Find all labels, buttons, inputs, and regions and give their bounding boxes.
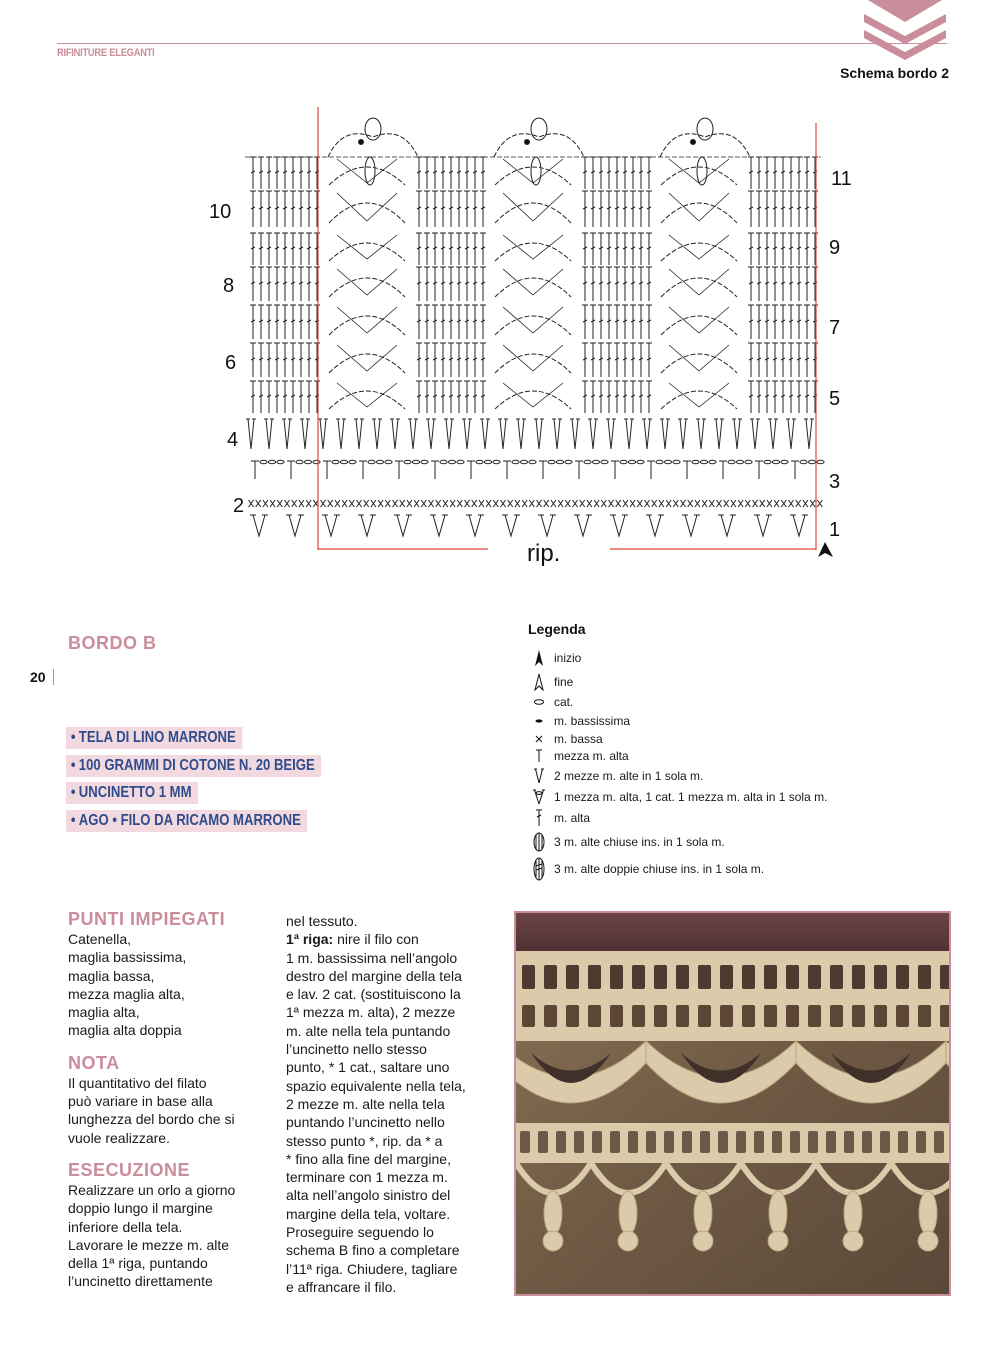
legend-item: 3 m. alte chiuse ins. in 1 sola m. bbox=[528, 832, 725, 852]
instruction-line: nel tessuto. bbox=[286, 913, 358, 929]
nota-line: lunghezza del bordo che si bbox=[68, 1111, 235, 1128]
instruction-line: alta nell’angolo sinistro del bbox=[286, 1187, 451, 1204]
row-number: 2 bbox=[233, 495, 245, 517]
nota-line: vuole realizzare. bbox=[68, 1129, 170, 1146]
instruction-line: destro del margine della tela bbox=[286, 967, 462, 984]
instruction-line: stesso punto *, rip. da * a bbox=[286, 1132, 443, 1149]
materials-list bbox=[66, 727, 377, 838]
cluster-3dc-icon bbox=[531, 831, 547, 853]
instruction-line: punto, * 1 cat., saltare uno bbox=[286, 1059, 450, 1076]
punti-line: maglia alta doppia bbox=[68, 1022, 182, 1039]
esecuzione-line: Realizzare un orlo a giorno bbox=[68, 1181, 236, 1198]
legend-item: cat. bbox=[528, 692, 573, 712]
instruction-line: l’11ª riga. Chiudere, tagliare bbox=[286, 1260, 458, 1277]
end-arrow-icon bbox=[532, 673, 546, 691]
instruction-line: Proseguire seguendo lo bbox=[286, 1224, 434, 1241]
row-number: 1 bbox=[829, 519, 841, 541]
instruction-line: 1ª mezza m. alta), 2 mezze bbox=[286, 1004, 456, 1021]
page-number-divider bbox=[53, 669, 54, 685]
header-divider bbox=[57, 43, 947, 44]
legend-item: inizio bbox=[528, 648, 581, 668]
start-marker-icon bbox=[818, 542, 833, 557]
row-number: 11 bbox=[831, 168, 852, 190]
legend-item: fine bbox=[528, 672, 573, 692]
nota-line: può variare in base alla bbox=[68, 1093, 213, 1110]
instruction-line: * fino alla fine del margine, bbox=[286, 1150, 451, 1167]
material-item: • TELA DI LINO MARRONE bbox=[66, 727, 242, 749]
legend-item: 3 m. alte doppie chiuse ins. in 1 sola m. bbox=[528, 859, 764, 879]
row-number: 4 bbox=[227, 429, 239, 451]
esecuzione-line: della 1ª riga, puntando bbox=[68, 1255, 208, 1272]
legend-item: m. bassa bbox=[528, 729, 603, 749]
double-crochet-icon bbox=[532, 808, 546, 828]
esecuzione-line: inferiore della tela. bbox=[68, 1218, 183, 1235]
instruction-line: m. alte nella tela puntando bbox=[286, 1022, 451, 1039]
bordo-title: BORDO B bbox=[68, 633, 157, 653]
two-half-double-icon bbox=[531, 767, 547, 785]
legend-item: mezza m. alta bbox=[528, 746, 629, 766]
instruction-line: e lav. 2 cat. (sostituiscono la bbox=[286, 986, 461, 1003]
material-item: • UNCINETTO 1 MM bbox=[66, 782, 198, 804]
single-crochet-icon bbox=[532, 733, 546, 745]
instruction-line: puntando l’uncinetto nello bbox=[286, 1114, 445, 1131]
instruction-line: schema B fino a completare bbox=[286, 1242, 460, 1259]
row-number: 7 bbox=[829, 317, 841, 339]
section-label: RIFINITURE ELEGANTI bbox=[57, 47, 155, 59]
material-item: • AGO • FILO DA RICAMO MARRONE bbox=[66, 810, 307, 832]
esecuzione-title: ESECUZIONE bbox=[68, 1159, 191, 1180]
esecuzione-line: Lavorare le mezze m. alte bbox=[68, 1236, 230, 1253]
punti-title: PUNTI IMPIEGATI bbox=[68, 909, 226, 929]
instruction-line: l’uncinetto nello stesso bbox=[286, 1041, 427, 1058]
instructions-column bbox=[286, 912, 501, 1296]
left-text-column bbox=[68, 908, 278, 1291]
row-number: 8 bbox=[223, 275, 235, 297]
material-item: • 100 GRAMMI DI COTONE N. 20 BEIGE bbox=[66, 755, 321, 777]
chain-icon bbox=[532, 697, 546, 707]
punti-line: maglia bassa, bbox=[68, 967, 155, 984]
crochet-chart bbox=[205, 95, 865, 575]
cluster-3tr-icon bbox=[531, 856, 547, 882]
punti-line: maglia alta, bbox=[68, 1004, 140, 1021]
instruction-line: 1 m. bassissima nell’angolo bbox=[286, 949, 458, 966]
punti-line: Catenella, bbox=[68, 931, 132, 947]
page-number: 20 bbox=[30, 669, 46, 685]
nota-title: NOTA bbox=[68, 1052, 120, 1073]
v-stitch-icon bbox=[531, 788, 547, 806]
legend-item: 1 mezza m. alta, 1 cat. 1 mezza m. alta in 1 sola m. bbox=[528, 787, 827, 807]
repeat-label: rip. bbox=[527, 540, 561, 567]
half-double-icon bbox=[532, 748, 546, 764]
row-number: 5 bbox=[829, 388, 841, 410]
instruction-line: spazio equivalente nella tela, bbox=[286, 1077, 466, 1094]
legend-item: m. bassissima bbox=[528, 711, 630, 731]
instruction-line: 1ª riga: nire il filo con bbox=[286, 931, 419, 948]
row-number: 10 bbox=[209, 201, 232, 223]
instruction-line: 2 mezze m. alte nella tela bbox=[286, 1095, 445, 1112]
legend-item: m. alta bbox=[528, 808, 590, 828]
start-arrow-icon bbox=[532, 649, 546, 667]
lace-photo bbox=[514, 911, 951, 1296]
legend-item: 2 mezze m. alte in 1 sola m. bbox=[528, 766, 703, 786]
schema-title: Schema bordo 2 bbox=[840, 65, 949, 81]
riga-label: 1ª riga: bbox=[286, 931, 334, 948]
row-number: 6 bbox=[225, 352, 237, 374]
row-number: 3 bbox=[829, 471, 841, 493]
punti-line: maglia bassissima, bbox=[68, 949, 187, 966]
instruction-line: e affrancare il filo. bbox=[286, 1278, 397, 1295]
row-number: 9 bbox=[829, 237, 841, 259]
punti-line: mezza maglia alta, bbox=[68, 985, 185, 1002]
chevron-decoration-icon bbox=[860, 0, 950, 60]
instruction-line: terminare con 1 mezza m. bbox=[286, 1169, 448, 1186]
esecuzione-line: doppio lungo il margine bbox=[68, 1200, 213, 1217]
instruction-line: margine della tela, voltare. bbox=[286, 1205, 451, 1222]
nota-line: Il quantitativo del filato bbox=[68, 1074, 207, 1091]
legend-title: Legenda bbox=[528, 621, 586, 637]
esecuzione-line: l’uncinetto direttamente bbox=[68, 1273, 213, 1290]
slip-stitch-icon bbox=[532, 716, 546, 726]
